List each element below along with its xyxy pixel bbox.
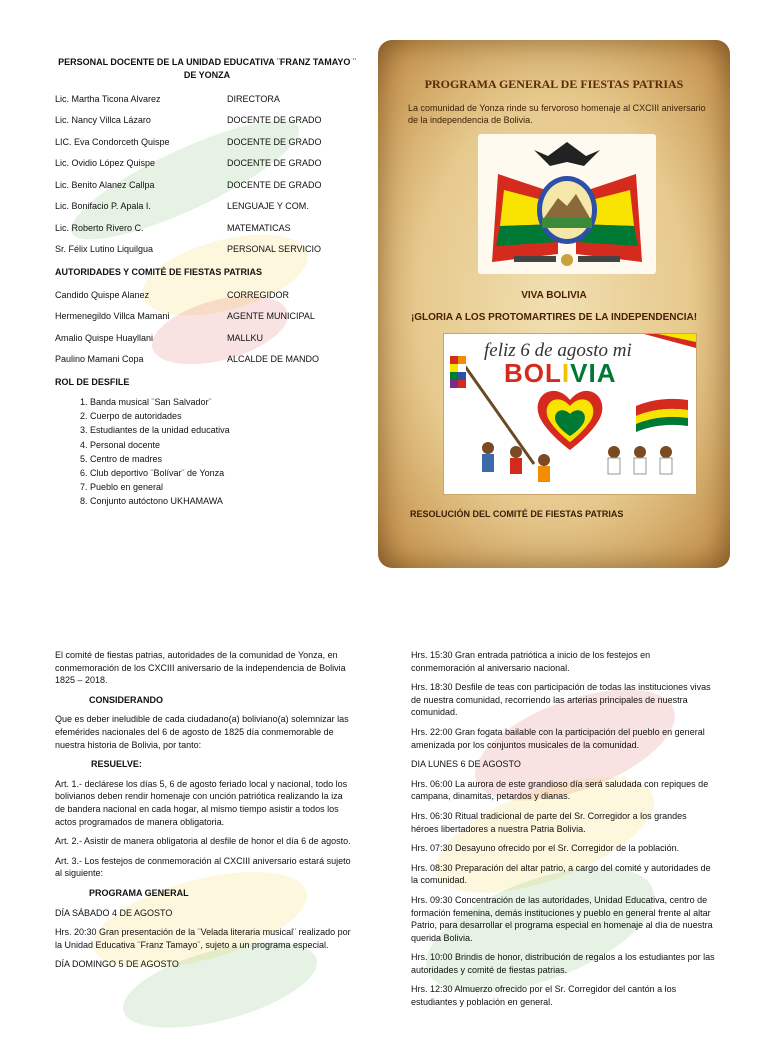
schedule-item: Hrs. 06:00 La aurora de este grandioso día será saludada con repiques de campana, dinamitas, petardos y dianas.	[411, 778, 709, 802]
schedule-item: Hrs. 06:30 Ritual tradicional de parte del Sr. Corregidor a los grandes héroes libertadores a nuestra Patria Bolivia.	[411, 810, 687, 834]
autoridades-heading: AUTORIDADES Y COMITÉ DE FIESTAS PATRIAS	[55, 267, 263, 277]
article-1: Art. 1.- declárese los días 5, 6 de agosto feriado local y nacional, todo los bolivianos deben rendir homenaje con unción patriótica realizando la iza de bandera nacional en cada hogar, al mismo tiempo asistir a todos los actos programados de manera obligatoria.	[55, 778, 348, 827]
day-heading: DÍA SÁBADO 4 DE AGOSTO	[55, 907, 173, 918]
schedule-item: Hrs. 10:00 Brindis de honor, distribución de regalos a los estudiantes por las autoridades y comité de fiestas patrias.	[411, 952, 715, 975]
schedule-item: Hrs. 08:30 Preparación del altar patrio, a cargo del comité y autoridades de la comunidad.	[411, 862, 711, 886]
banner-bolivia: BOLIVIA	[504, 358, 617, 388]
considerando-heading: CONSIDERANDO	[89, 694, 164, 705]
program-title: PROGRAMA GENERAL DE FIESTAS PATRIAS	[424, 77, 684, 91]
schedule-item: Hrs. 15:30 Gran entrada patriótica a inicio de los festejos en conmemoración al aniversario nacional.	[411, 650, 651, 673]
list-item: 8. Conjunto autóctono UKHAMAWA	[90, 494, 380, 508]
wiphala-flag-icon	[450, 356, 466, 388]
feliz-6-agosto-banner	[443, 333, 697, 495]
banner-greeting: feliz 6 de agosto mi	[484, 340, 632, 361]
list-item: 5. Centro de madres	[90, 452, 380, 466]
desfile-heading: ROL DE DESFILE	[55, 377, 130, 387]
schedule-item: Hrs. 18:30 Desfile de teas con participación de todas las instituciones vivas de nuestra comunidad, recorriendo las arterias principales de nuestra comunidad.	[411, 682, 711, 718]
schedule-item: Hrs. 12:30 Almuerzo ofrecido por el Sr. Corregidor del cantón a los estudiantes y población en general.	[411, 984, 677, 1008]
list-item: 1. Banda musical ¨San Salvador¨	[90, 395, 380, 409]
list-item: 4. Personal docente	[90, 438, 380, 452]
list-item: 7. Pueblo en general	[90, 480, 380, 494]
schedule-item: Hrs. 07:30 Desayuno ofrecido por el Sr. Corregidor de la población.	[411, 843, 680, 854]
heart-emblem-icon	[538, 391, 603, 450]
personal-title: PERSONAL DOCENTE DE LA UNIDAD EDUCATIVA ¨FRANZ TAMAYO ¨ DE YONZA	[58, 57, 356, 80]
list-item: 6. Club deportivo ¨Bolívar¨ de Yonza	[90, 466, 380, 480]
day-heading: DÍA DOMINGO 5 DE AGOSTO	[55, 959, 179, 970]
resolution-heading: RESOLUCIÓN DEL COMITÉ DE FIESTAS PATRIAS	[410, 509, 624, 519]
article-2: Art. 2.- Asistir de manera obligatoria al desfile de honor el día 6 de agosto.	[55, 836, 351, 847]
list-item: 2. Cuerpo de autoridades	[90, 409, 380, 423]
parchment-scroll	[378, 40, 730, 568]
considerando-paragraph: Que es deber ineludible de cada ciudadano(a) boliviano(a) solemnizar las efemérides nacionales del 6 de agosto de 1825 día conmemorable de nuestra historia de Bolivia, por tanto:	[55, 714, 349, 750]
coat-of-arms-icon	[478, 134, 656, 274]
schedule-right-column	[411, 649, 715, 1016]
schedule-item: Hrs. 22:00 Gran fogata bailable con la participación del pueblo en general amenizada por los conjuntos musicales de la comunidad.	[411, 726, 705, 750]
resuelve-heading: RESUELVE:	[91, 759, 142, 770]
resolution-left-column	[55, 649, 355, 978]
viva-bolivia-text: VIVA BOLIVIA	[521, 290, 587, 301]
schedule-item: Hrs. 20:30 Gran presentación de la ¨Velada literaria musical¨ realizado por la Unidad Educativa ¨Franz Tamayo¨, sujeto a un programa especial.	[55, 927, 351, 950]
gloria-text: ¡GLORIA A LOS PROTOMARTIRES DE LA INDEPENDENCIA!	[410, 312, 698, 323]
article-3: Art. 3.- Los festejos de conmemoración al CXCIII aniversario estará sujeto al siguiente:	[55, 855, 351, 879]
bolivia-flag-icon	[636, 399, 688, 432]
list-item: 3. Estudiantes de la unidad educativa	[90, 423, 380, 437]
schedule-item: Hrs. 09:30 Concentración de las autoridades, Unidad Educativa, centro de formación femenina, demás instituciones y pueblo en general frente al altar Patrio, para desarrollar el programa especial en homenaje al día de nuestra querida Bolivia.	[411, 894, 713, 943]
program-intro: La comunidad de Yonza rinde su fervoroso homenaje al CXCIII aniversario de la independencia de Bolivia.	[408, 103, 706, 125]
programa-heading: PROGRAMA GENERAL	[89, 887, 189, 898]
day-heading: DIA LUNES 6 DE AGOSTO	[411, 759, 521, 770]
document-page: PERSONAL DOCENTE DE LA UNIDAD EDUCATIVA ¨FRANZ TAMAYO ¨ DE YONZA Lic. Martha Ticona Alvarez DIRECTORA Lic. Nancy Villca Lázaro DOCENTE DE GRADO LIC. Eva Condorceth Quispe DOCENTE DE GRADO Lic. Ovidio López Quispe DOCENTE DE GRADO Lic. Benito Alanez Callpa DOCENTE DE GRADO Lic. Bonifacio P. Apala I. LENGUAJE Y COM. Lic. Roberto Rivero C. MATEMATICAS Sr. Félix Lutino Liquilgua PERSONAL SERVICIO AUTORIDADES Y COMITÉ DE FIESTAS PATRIAS Candido Quispe Alanez CORREGIDOR Hermenegildo Villca Mamani AGENTE MUNICIPAL Amalio Quispe Huayllani MALLKU Paulino Mamani Copa ALCALDE DE MANDO ROL DE DESFILE 1. Banda musical ¨San Salvador¨ 2. Cuerpo de autoridades 3. Estudiantes de la unidad educativa 4. Personal docente 5. Centro de madres 6. Club deportivo ¨Bolívar¨ de Yonza 7. Pueblo en general 8. Conjunto autóctono UKHAMAWA PROGRAMA GENERAL DE FIESTAS PATRIAS La comunidad de Yonza rinde su fervoroso homenaje al CXCIII aniversario de la independencia de Bolivia. VIVA BOLIVIA ¡GLORIA A LOS PROTOMARTIRES DE LA INDEPENDENCIA! feliz 6 de agosto mi BOLIVIA RESOLUCIÓN DEL COMITÉ DE FIESTAS PATRIAS El comité de fiestas patrias, autoridades de la comunidad de Yonza, en conmemoración de los CXCIII aniversario de la independencia de Bolivia 1825 – 2018. CONSIDERANDO Que es deber ineludible de cada ciudadano(a) boliviano(a) solemnizar las efemérides nacionales del 6 de agosto de 1825 día conmemorable de nuestra historia de Bolivia, por tanto: RESUELVE: Art. 1.- declárese los días 5, 6 de agosto feriado local y nacional, todo los bolivianos deben rendir homenaje con unción patriótica realizando la iza de bandera nacional en cada hogar, al mismo tiempo asistir a todos los actos programados de manera obligatoria. Art. 2.- Asistir de manera obligatoria al desfile de honor el día 6 de agosto. Art. 3.- Los festejos de conmemoración al CXCIII aniversario estará sujeto al siguiente: PROGRAMA GENERAL DÍA SÁBADO 4 DE AGOSTO Hrs. 20:30 Gran presentación de la ¨Velada literaria musical¨ realizado por la Unidad Educativa ¨Franz Tamayo¨, sujeto a un programa especial. DÍA DOMINGO 5 DE AGOSTO Hrs. 15:30 Gran entrada patriótica a inicio de los festejos en conmemoración al aniversario nacional. Hrs. 18:30 Desfile de teas con participación de todas las instituciones vivas de nuestra comunidad, recorriendo las arterias principales de nuestra comunidad. Hrs. 22:00 Gran fogata bailable con la participación del pueblo en general amenizada por los conjuntos musicales de la comunidad. DIA LUNES 6 DE AGOSTO Hrs. 06:00 La aurora de este grandioso día será saludada con repiques de campana, dinamitas, petardos y dianas. Hrs. 06:30 Ritual tradicional de parte del Sr. Corregidor a los grandes héroes libertadores a nuestra Patria Bolivia. Hrs. 07:30 Desayuno ofrecido por el Sr. Corregidor de la población. Hrs. 08:30 Preparación del altar patrio, a cargo del comité y autoridades de la comunidad. Hrs. 09:30 Concentración de las autoridades, Unidad Educativa, centro de formación femenina, demás instituciones y pueblo en general frente al altar Patrio, para desarrollar el programa especial en homenaje al día de nuestra querida Bolivia. Hrs. 10:00 Brindis de honor, distribución de regalos a los estudiantes por las autoridades y comité de fiestas patrias. Hrs. 12:30 Almuerzo ofrecido por el Sr. Corregidor del cantón a los estudiantes y población en general.	[0, 0, 768, 1024]
desfile-list	[55, 395, 380, 509]
intro-paragraph: El comité de fiestas patrias, autoridades de la comunidad de Yonza, en conmemoración de los CXCIII aniversario de la independencia de Bolivia 1825 – 2018.	[55, 650, 346, 686]
